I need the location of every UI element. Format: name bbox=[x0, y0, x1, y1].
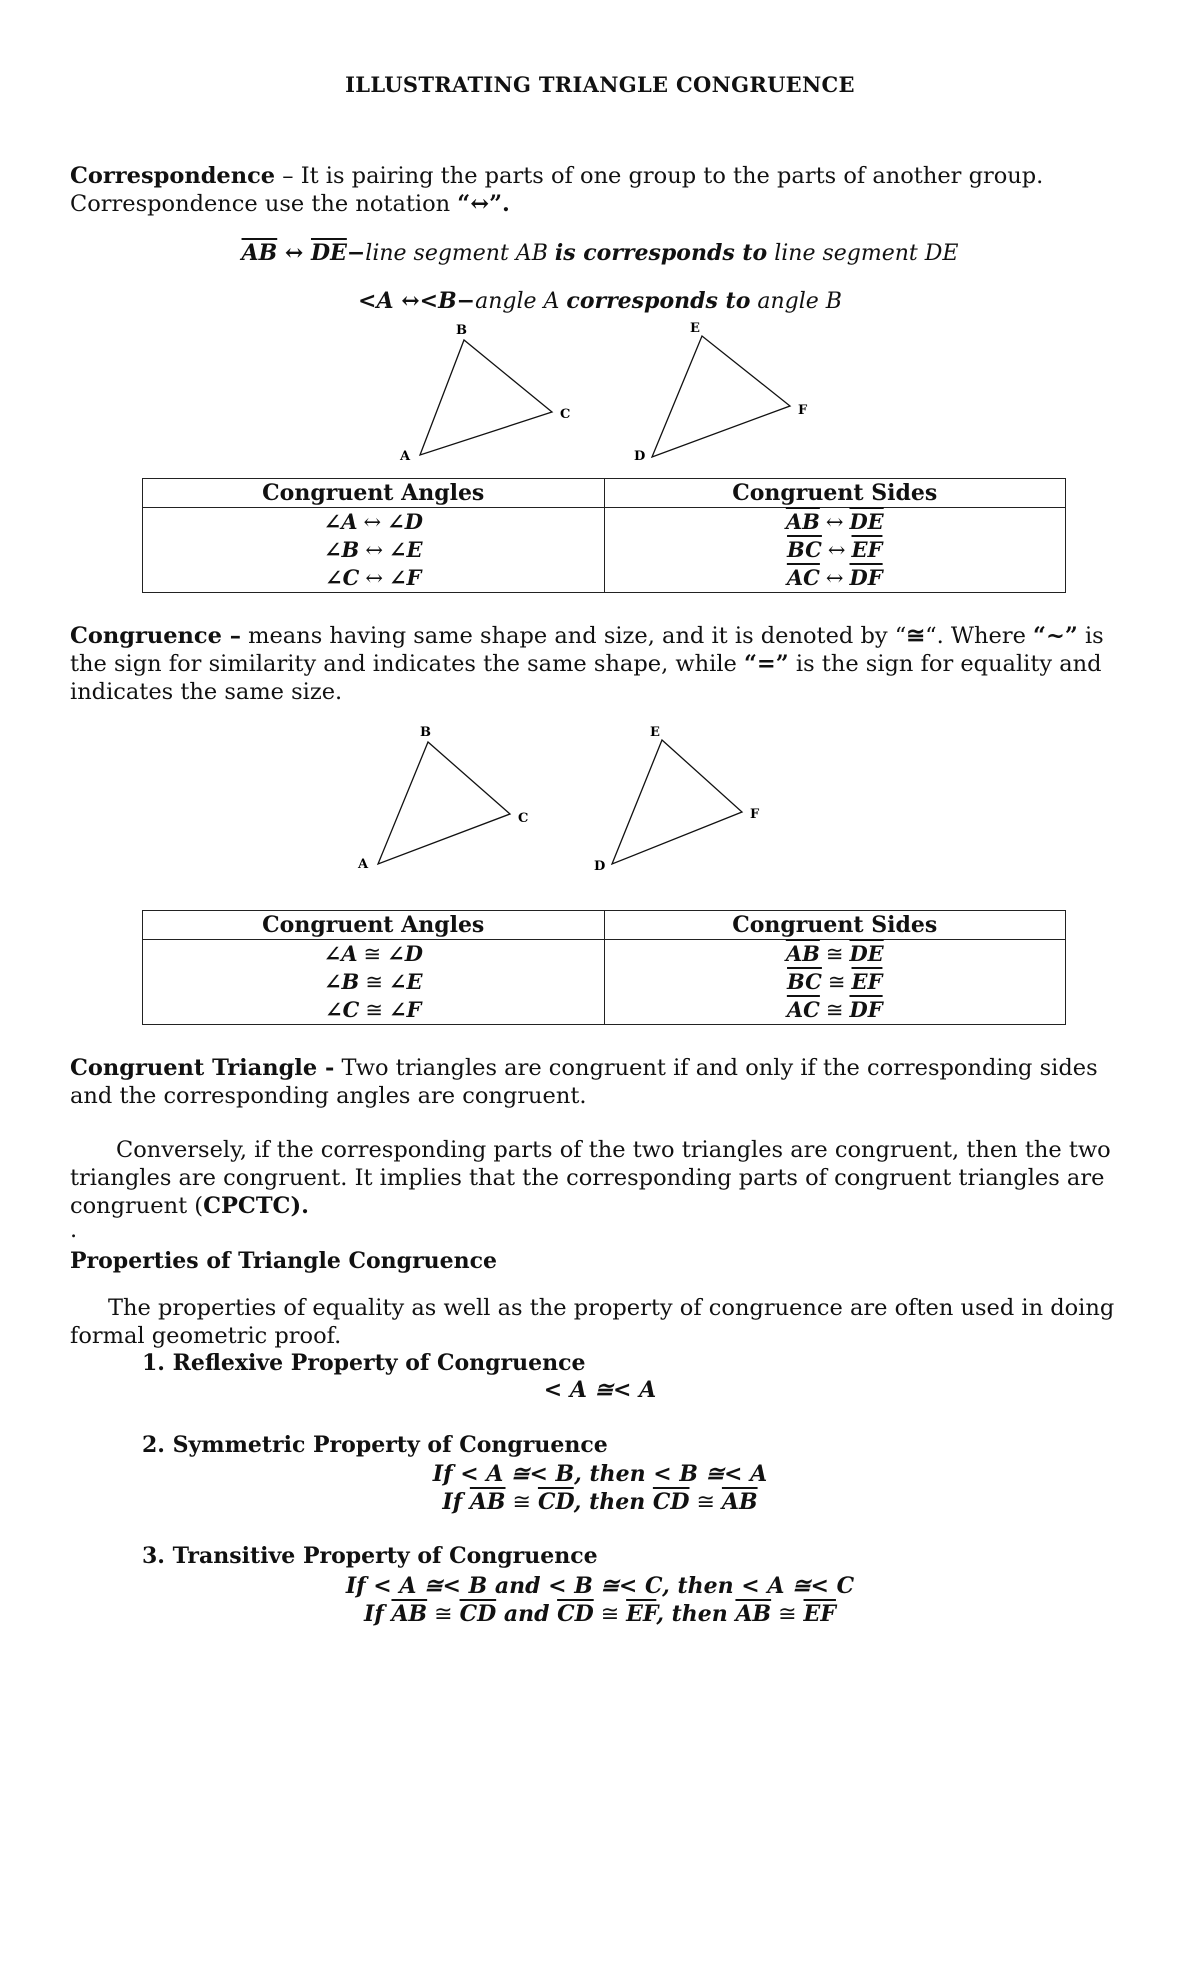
vertex-label-d: D bbox=[634, 449, 646, 464]
segment-cd: $\overline{CD}$ bbox=[459, 1601, 497, 1627]
segment-ab: $\overline{AB}$ bbox=[469, 1489, 506, 1515]
relation-symbol: ≅ bbox=[363, 942, 382, 966]
angle-left: ∠A bbox=[323, 509, 358, 534]
vertex-label-f-2: F bbox=[750, 807, 760, 822]
congruence-text3: is the sign for similarity and indicates the same shape, while bbox=[70, 623, 1104, 677]
conversely-paragraph bbox=[70, 1136, 1140, 1220]
relation-symbol: ≅ bbox=[825, 942, 844, 966]
congruent-triangle-paragraph bbox=[70, 1054, 1140, 1110]
side-right: $\overline{DF}$ bbox=[849, 565, 883, 590]
segment-ab: $\overline{AB}$ bbox=[721, 1489, 758, 1515]
angle-left: ∠A bbox=[323, 941, 358, 966]
angle-left: ∠B bbox=[323, 969, 360, 994]
vertex-label-a: A bbox=[400, 449, 411, 464]
angle-correspondence: <A ↔<B bbox=[358, 288, 457, 314]
congruence-term: Congruence – bbox=[70, 623, 241, 649]
table1-header-sides: Congruent Sides bbox=[604, 479, 1066, 508]
congruent-symbol: ≅ bbox=[771, 1602, 804, 1627]
example1-desc1: line segment AB bbox=[365, 241, 555, 266]
table-row bbox=[605, 968, 1066, 996]
symmetric-title: 2. Symmetric Property of Congruence bbox=[142, 1432, 608, 1458]
congruent-triangle-term: Congruent Triangle - bbox=[70, 1055, 335, 1081]
triangle-figure-2 bbox=[350, 722, 790, 872]
side-left: $\overline{AC}$ bbox=[786, 997, 820, 1022]
then-word: , then bbox=[573, 1489, 653, 1515]
if-word: If bbox=[364, 1601, 392, 1627]
table2-sides-cell bbox=[604, 940, 1066, 1025]
angle-right: ∠E bbox=[388, 969, 423, 994]
table-row bbox=[605, 996, 1066, 1024]
vertex-label-b: B bbox=[456, 323, 467, 338]
congruent-symbol: ≅ bbox=[505, 1490, 538, 1515]
transitive-title: 3. Transitive Property of Congruence bbox=[142, 1543, 598, 1569]
congruence-symbol: ≅ bbox=[906, 623, 926, 649]
vertex-label-b-2: B bbox=[420, 725, 431, 740]
vertex-label-e-2: E bbox=[650, 725, 660, 740]
arrow-symbol: ↔ bbox=[277, 240, 311, 266]
example1-bold: is corresponds to bbox=[554, 240, 768, 266]
segment-ef: $\overline{EF}$ bbox=[626, 1601, 657, 1627]
vertex-label-e: E bbox=[690, 321, 700, 336]
side-right: $\overline{EF}$ bbox=[851, 537, 883, 562]
congruent-symbol: ≅ bbox=[689, 1490, 722, 1515]
segment-ef: $\overline{EF}$ bbox=[803, 1601, 836, 1627]
example2-bold: corresponds to bbox=[566, 288, 751, 314]
vertex-label-f: F bbox=[798, 403, 808, 418]
triangle-def-2 bbox=[612, 740, 742, 864]
side-right: $\overline{DE}$ bbox=[849, 941, 884, 966]
table-row bbox=[605, 940, 1066, 968]
properties-heading: Properties of Triangle Congruence bbox=[70, 1248, 498, 1274]
relation-symbol: ≅ bbox=[365, 998, 383, 1022]
vertex-label-c-2: C bbox=[518, 811, 529, 826]
table-row bbox=[605, 508, 1066, 536]
congruence-text4: is the sign for equality and indicates the same size. bbox=[70, 651, 1102, 705]
table-row bbox=[143, 508, 604, 536]
side-left: $\overline{AC}$ bbox=[786, 565, 820, 590]
relation-symbol: ↔ bbox=[827, 538, 846, 562]
table1-header-angles: Congruent Angles bbox=[143, 479, 605, 508]
table1-sides-cell bbox=[604, 508, 1066, 593]
tilde-symbol: “~” bbox=[1033, 623, 1078, 649]
example2-desc2: angle B bbox=[750, 289, 842, 314]
table-row bbox=[143, 996, 604, 1024]
then-word: , then bbox=[656, 1601, 736, 1627]
table-row bbox=[605, 536, 1066, 564]
angle-right: ∠F bbox=[388, 565, 422, 590]
table2-angles-cell bbox=[143, 940, 605, 1025]
relation-symbol: ≅ bbox=[825, 998, 844, 1022]
relation-symbol: ↔ bbox=[363, 510, 382, 534]
relation-symbol: ↔ bbox=[825, 510, 844, 534]
correspondence-paragraph bbox=[70, 162, 1140, 218]
side-right: $\overline{DF}$ bbox=[849, 997, 883, 1022]
cpctc-label: CPCTC). bbox=[203, 1193, 309, 1219]
table-row bbox=[143, 564, 604, 592]
example1-desc2: line segment DE bbox=[767, 241, 959, 266]
segment-cd: $\overline{CD}$ bbox=[557, 1601, 594, 1627]
dash-symbol-2: − bbox=[456, 288, 476, 314]
transitive-formula-2 bbox=[0, 1600, 1200, 1629]
relation-symbol: ↔ bbox=[825, 566, 844, 590]
equal-symbol: “=” bbox=[743, 651, 789, 677]
segment-ab: $\overline{AB}$ bbox=[735, 1601, 772, 1627]
relation-symbol: ≅ bbox=[827, 970, 846, 994]
properties-intro: The properties of equality as well as the property of congruence are often used in doing formal geometric proof. bbox=[70, 1295, 1115, 1349]
correspondence-table bbox=[142, 478, 1066, 593]
conversely-text: Conversely, if the corresponding parts of the two triangles are congruent, then the two triangles are congruent. It implies that the corresponding parts of congruent triangles are congruent ( bbox=[70, 1137, 1111, 1219]
if-word: If bbox=[442, 1489, 470, 1515]
segment-cd: $\overline{CD}$ bbox=[537, 1489, 574, 1515]
congruence-paragraph bbox=[70, 622, 1140, 706]
correspondence-example-angle bbox=[0, 288, 1200, 314]
relation-symbol: ↔ bbox=[365, 566, 383, 590]
side-left: $\overline{BC}$ bbox=[787, 969, 822, 994]
congruence-text2: “. Where bbox=[925, 623, 1034, 649]
angle-right: ∠D bbox=[387, 941, 423, 966]
angle-left: ∠C bbox=[325, 565, 360, 590]
transitive-formula-1: If < A ≅< B and < B ≅< C, then < A ≅< C bbox=[345, 1573, 855, 1599]
vertex-label-d-2: D bbox=[594, 859, 606, 874]
table2-header-sides: Congruent Sides bbox=[604, 911, 1066, 940]
segment-ab: $\overline{AB}$ bbox=[241, 240, 278, 266]
congruent-symbol: ≅ bbox=[593, 1602, 627, 1627]
page-title: ILLUSTRATING TRIANGLE CONGRUENCE bbox=[345, 72, 855, 97]
angle-right: ∠D bbox=[387, 509, 423, 534]
correspondence-term: Correspondence bbox=[70, 163, 276, 189]
triangle-abc bbox=[420, 340, 552, 455]
table-row bbox=[143, 968, 604, 996]
symmetric-formula-1: If < A ≅< B, then < B ≅< A bbox=[432, 1461, 768, 1487]
angle-left: ∠C bbox=[325, 997, 360, 1022]
correspondence-example-segment bbox=[0, 240, 1200, 266]
side-left: $\overline{AB}$ bbox=[785, 509, 820, 534]
correspondence-notation: “↔”. bbox=[457, 191, 510, 217]
triangle-def bbox=[652, 336, 790, 457]
table-row bbox=[143, 940, 604, 968]
symmetric-formula-2 bbox=[0, 1488, 1200, 1517]
congruent-triangle-text: Two triangles are congruent if and only if the corresponding sides and the corresponding angles are congruent. bbox=[70, 1055, 1098, 1109]
segment-ab: $\overline{AB}$ bbox=[391, 1601, 428, 1627]
reflexive-formula: < A ≅< A bbox=[543, 1377, 657, 1403]
congruent-symbol: ≅ bbox=[427, 1602, 460, 1627]
table2-header-angles: Congruent Angles bbox=[143, 911, 605, 940]
segment-cd: $\overline{CD}$ bbox=[652, 1489, 690, 1515]
triangle-figure-1 bbox=[380, 320, 820, 470]
triangle-abc-2 bbox=[378, 742, 510, 864]
table-row bbox=[605, 564, 1066, 592]
vertex-label-a-2: A bbox=[358, 857, 369, 872]
angle-right: ∠E bbox=[388, 537, 423, 562]
and-word: and bbox=[496, 1601, 558, 1627]
side-right: $\overline{EF}$ bbox=[851, 969, 883, 994]
correspondence-text: – It is pairing the parts of one group to the parts of another group. Correspondence use the notation bbox=[70, 163, 1044, 217]
segment-de: $\overline{DE}$ bbox=[310, 240, 347, 266]
table-row bbox=[143, 536, 604, 564]
relation-symbol: ≅ bbox=[365, 970, 383, 994]
relation-symbol: ↔ bbox=[365, 538, 383, 562]
stray-dot: . bbox=[70, 1217, 78, 1243]
side-left: $\overline{AB}$ bbox=[785, 941, 820, 966]
side-right: $\overline{DE}$ bbox=[849, 509, 884, 534]
congruence-table bbox=[142, 910, 1066, 1025]
example2-desc1: angle A bbox=[475, 289, 567, 314]
table1-angles-cell bbox=[143, 508, 605, 593]
dash-symbol: − bbox=[346, 240, 366, 266]
reflexive-title: 1. Reflexive Property of Congruence bbox=[142, 1350, 586, 1376]
angle-left: ∠B bbox=[323, 537, 360, 562]
congruence-text1: means having same shape and size, and it is denoted by “ bbox=[241, 623, 907, 649]
angle-right: ∠F bbox=[388, 997, 422, 1022]
side-left: $\overline{BC}$ bbox=[787, 537, 822, 562]
vertex-label-c: C bbox=[560, 407, 571, 422]
